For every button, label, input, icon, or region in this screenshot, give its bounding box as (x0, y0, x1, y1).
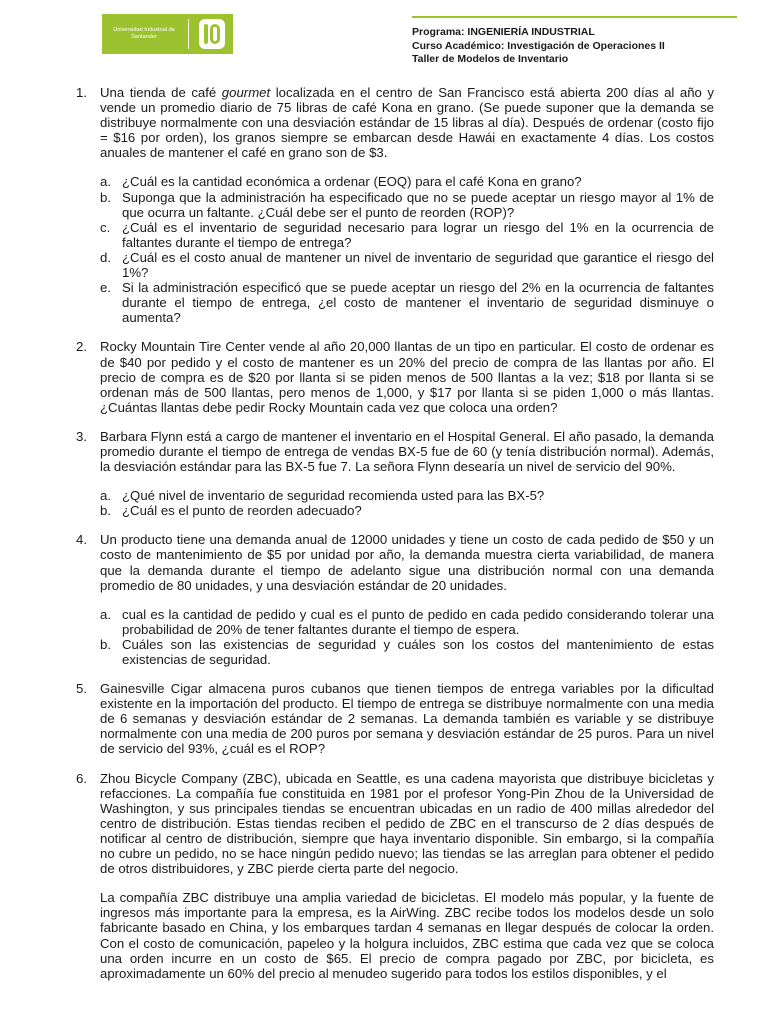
sub-question: a. ¿Cuál es la cantidad económica a ordenar (EOQ) para el café Kona en grano? (100, 174, 582, 190)
sub-question-list (100, 488, 714, 518)
question-paragraph: La compañía ZBC distribuye una amplia variedad de bicicletas. El modelo más popular, y la fuente de ingresos más importante para la empresa, es la AirWing. ZBC recibe todos los modelos desde un solo fabricante basado en China, y los embarques tardan 4 semanas en llegar después de colocar la orden. Con el costo de comunicación, papeleo y la holgura incluidos, ZBC estima que cada vez que se coloca una orden incurre en un costo de $65. El precio de compra pagado por ZBC, por bicicleta, es aproximadamente un 60% del precio al menudeo sugerido para todos los estilos disponibles, y el (100, 890, 714, 981)
question-number: 4. (76, 532, 87, 548)
question-text: Gainesville Cigar almacena puros cubanos que tienen tiempos de entrega variables por la dificultad existente en la importación del producto. El tiempo de entrega se distribuye normalmente con una media de 6 semanas y desviación estándar de 2 semanas. La demanda también es variable y se distribuye normalmente con una media de 200 puros por semana y desviación estándar de 25 puros. Para un nivel de servicio del 93%, ¿cuál es el ROP? (100, 681, 714, 757)
sub-question: c. ¿Cuál es el inventario de seguridad necesario para lograr un riesgo del 1% en la ocurrencia de faltantes durante el tiempo de entrega? (100, 219, 714, 250)
page-header (0, 0, 768, 80)
sub-question: b. Suponga que la administración ha especificado que no se puede aceptar un riesgo mayor al 1% de que ocurra un faltante. ¿Cuál debe ser el punto de reorden (ROP)? (100, 189, 714, 220)
question-number: 1. (76, 85, 87, 100)
question-text: Una tienda de café gourmet localizada en el centro de San Francisco está abierta 200 días al año y vende un promedio diario de 75 libras de café Kona en grano. (Se puede suponer que la demanda se distribuye normalmente con una desviación estándar de 15 libras al día). Después de ordenar (costo fijo = $16 por orden), los granos siempre se embarcan desde Hawái en exactamente 4 días. Los costos anuales de mantener el café en grano son de $3. (100, 85, 714, 161)
question-text: Un producto tiene una demanda anual de 12000 unidades y tiene un costo de cada pedido de $50 y un costo de mantenimiento de $5 por unidad por año, la demanda muestra cierta variabilidad, de manera que la demanda durante el tiempo de adelanto sigue una distribución normal con una demanda promedio de 80 unidades, y una desviación estándar de 20 unidades. (100, 532, 714, 593)
question-number: 3. (76, 428, 87, 444)
program-line: Programa: INGENIERÍA INDUSTRIAL (412, 26, 595, 38)
header-rule (412, 16, 737, 18)
sub-question: a. cual es la cantidad de pedido y cual es el punto de pedido en cada pedido considerando tolerar una probabilidad de 20% de tener faltantes durante el tiempo de espera. (100, 606, 714, 637)
uis-emblem-icon (199, 19, 225, 49)
question-3 (76, 429, 714, 518)
sub-question: a. ¿Qué nivel de inventario de seguridad recomienda usted para las BX-5? (100, 488, 545, 504)
question-5 (76, 681, 714, 756)
sub-question: e. Si la administración especificó que se puede aceptar un riesgo del 2% en la ocurrencia de faltantes durante el tiempo de entrega, ¿el costo de mantener el inventario de seguridad disminuye o aumenta? (100, 280, 714, 326)
question-number: 2. (76, 339, 87, 355)
question-paragraph: Zhou Bicycle Company (ZBC), ubicada en Seattle, es una cadena mayorista que distribuye bicicletas y refacciones. La compañía fue constituida en 1981 por el profesor Yong-Pin Zhou de la Universidad de Washington, y sus principales tiendas se encuentran ubicadas en un radio de 400 millas alrededor del centro de distribución. Estas tiendas reciben el pedido de ZBC en el transcurso de 2 días después de notificar al centro de distribución, siempre que haya inventario disponible. Sin embargo, si la compañía no cubre un pedido, no se hace ningún pedido nuevo; las tiendas se las arreglan para obtener el pedido de otros distribuidores, y ZBC pierde cierta parte del negocio. (100, 770, 714, 877)
sub-question: d. ¿Cuál es el costo anual de mantener un nivel de inventario de seguridad que garantice el riesgo del 1%? (100, 249, 714, 281)
question-6 (76, 771, 714, 981)
question-number: 6. (76, 770, 87, 786)
logo-divider (188, 19, 189, 49)
question-1 (76, 85, 714, 325)
question-text: Rocky Mountain Tire Center vende al año 20,000 llantas de un tipo en particular. El costo de ordenar es de $40 por pedido y el costo de mantener es un 20% del precio de compra de las llantas por año. El precio de compra es de $20 por llanta si se piden menos de 500 llantas a la vez; $18 por llanta si se ordenan más de 500 llantas, pero menos de 1,000, y $17 por llanta si se piden 1,000 o más llantas. ¿Cuántas llantas debe pedir Rocky Mountain cada vez que coloca una orden? (100, 339, 714, 415)
sub-question-list (100, 607, 714, 667)
question-4 (76, 532, 714, 667)
workshop-title: Taller de Modelos de Inventario (412, 53, 569, 65)
sub-question-list (100, 174, 714, 325)
course-line: Curso Académico: Investigación de Operaciones II (412, 39, 665, 52)
question-text: Barbara Flynn está a cargo de mantener el inventario en el Hospital General. El año pasado, la demanda promedio durante el tiempo de entrega de vendas BX-5 fue de 60 (y tenía distribución normal). Además, la desviación estándar para las BX-5 fue 7. La señora Flynn desearía un nivel de servicio del 90%. (100, 428, 714, 475)
sub-question: b. ¿Cuál es el punto de reorden adecuado? (100, 503, 362, 519)
university-logo (102, 14, 233, 54)
course-info (412, 26, 665, 67)
sub-question: b. Cuáles son las existencias de seguridad y cuáles son los costos del mantenimiento de estas existencias de seguridad. (100, 636, 714, 667)
question-number: 5. (76, 681, 87, 697)
logo-text: Universidad Industrial de Santander (113, 27, 175, 40)
question-2 (76, 339, 714, 414)
document-body (76, 85, 714, 995)
